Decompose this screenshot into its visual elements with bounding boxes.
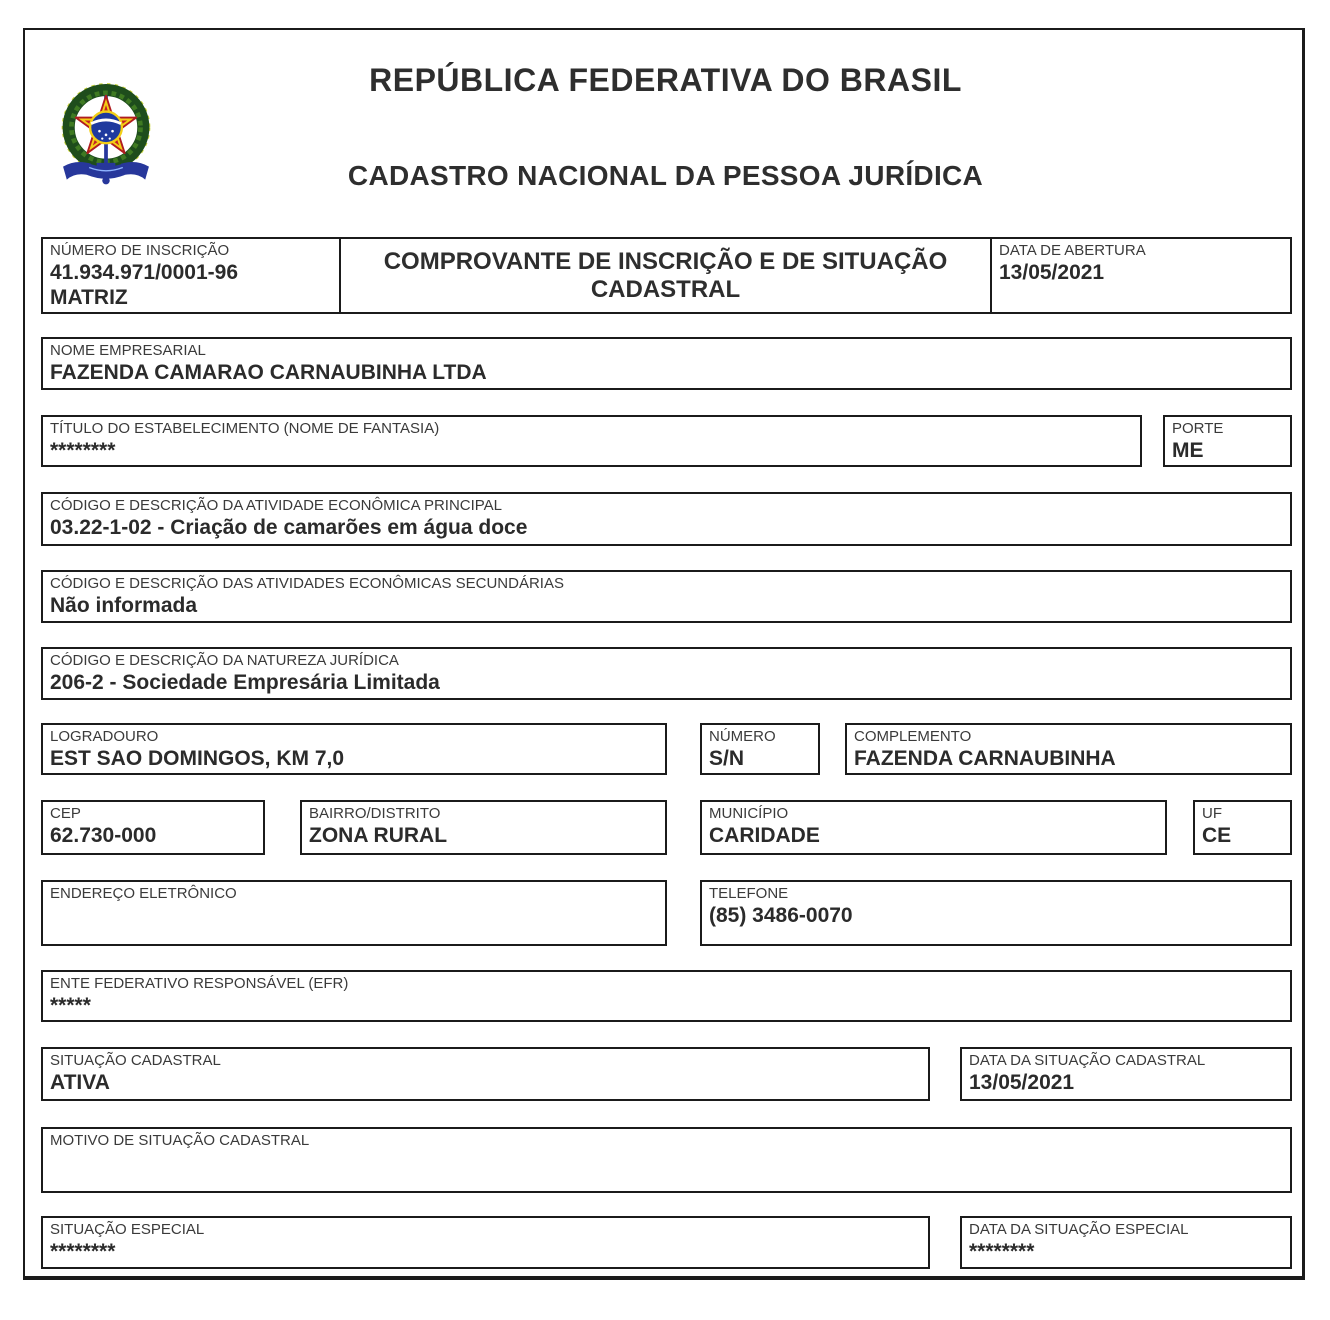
bairro-label: BAIRRO/DISTRITO [309, 805, 441, 822]
natureza-juridica-label: CÓDIGO E DESCRIÇÃO DA NATUREZA JURÍDICA [50, 652, 399, 669]
nome-empresarial-label: NOME EMPRESARIAL [50, 342, 206, 359]
page-subtitle: CADASTRO NACIONAL DA PESSOA JURÍDICA [347, 160, 984, 191]
field-comprovante-title [339, 237, 992, 314]
field-titulo-estabelecimento [41, 415, 1142, 467]
nome-empresarial-value: FAZENDA CAMARAO CARNAUBINHA LTDA [50, 361, 487, 384]
cep-label: CEP [50, 805, 81, 822]
municipio-value: CARIDADE [709, 824, 820, 847]
field-data-situacao-especial [960, 1216, 1292, 1269]
atividade-principal-label: CÓDIGO E DESCRIÇÃO DA ATIVIDADE ECONÔMICA PRINCIPAL [50, 497, 503, 514]
cep-value: 62.730-000 [50, 824, 157, 847]
data-situacao-especial-label: DATA DA SITUAÇÃO ESPECIAL [969, 1221, 1189, 1238]
field-atividade-principal [41, 492, 1292, 546]
data-situacao-especial-value: ******** [969, 1240, 1035, 1263]
porte-value: ME [1172, 439, 1204, 462]
uf-value: CE [1202, 824, 1232, 847]
field-nome-empresarial [41, 337, 1292, 390]
field-telefone [700, 880, 1292, 946]
situacao-cadastral-label: SITUAÇÃO CADASTRAL [50, 1052, 221, 1069]
municipio-label: MUNICÍPIO [709, 805, 789, 822]
field-porte [1163, 415, 1292, 467]
field-data-situacao-cadastral [960, 1047, 1292, 1101]
numero-inscricao-value: 41.934.971/0001-96 [50, 261, 239, 284]
complemento-value: FAZENDA CARNAUBINHA [854, 747, 1116, 770]
porte-label: PORTE [1172, 420, 1224, 437]
field-atividades-secundarias [41, 570, 1292, 623]
motivo-situacao-label: MOTIVO DE SITUAÇÃO CADASTRAL [50, 1132, 310, 1149]
numero-inscricao-label: NÚMERO DE INSCRIÇÃO [50, 242, 230, 259]
data-situacao-cadastral-label: DATA DA SITUAÇÃO CADASTRAL [969, 1052, 1206, 1069]
atividades-secundarias-label: CÓDIGO E DESCRIÇÃO DAS ATIVIDADES ECONÔMICAS SECUNDÁRIAS [50, 575, 564, 592]
efr-label: ENTE FEDERATIVO RESPONSÁVEL (EFR) [50, 975, 349, 992]
atividade-principal-value: 03.22-1-02 - Criação de camarões em água doce [50, 516, 528, 539]
field-numero [700, 723, 820, 775]
field-situacao-especial [41, 1216, 930, 1269]
page-title: REPÚBLICA FEDERATIVA DO BRASIL [369, 62, 962, 98]
field-logradouro [41, 723, 667, 775]
data-abertura-value: 13/05/2021 [999, 261, 1105, 284]
field-motivo-situacao [41, 1127, 1292, 1193]
telefone-value: (85) 3486-0070 [709, 904, 853, 927]
efr-value: ***** [50, 994, 91, 1017]
bairro-value: ZONA RURAL [309, 824, 448, 847]
logradouro-label: LOGRADOURO [50, 728, 159, 745]
data-situacao-cadastral-value: 13/05/2021 [969, 1071, 1075, 1094]
field-natureza-juridica [41, 647, 1292, 700]
field-municipio [700, 800, 1167, 855]
field-bairro [300, 800, 667, 855]
numero-inscricao-tipo: MATRIZ [50, 286, 128, 309]
titulo-estabelecimento-label: TÍTULO DO ESTABELECIMENTO (NOME DE FANTASIA) [50, 420, 440, 437]
complemento-label: COMPLEMENTO [854, 728, 972, 745]
field-numero-inscricao [41, 237, 341, 314]
natureza-juridica-value: 206-2 - Sociedade Empresária Limitada [50, 671, 440, 694]
situacao-especial-value: ******** [50, 1240, 116, 1263]
numero-value: S/N [709, 747, 745, 770]
titulo-estabelecimento-value: ******** [50, 439, 116, 462]
telefone-label: TELEFONE [709, 885, 789, 902]
uf-label: UF [1202, 805, 1222, 822]
field-uf [1193, 800, 1292, 855]
data-abertura-label: DATA DE ABERTURA [999, 242, 1146, 259]
logradouro-value: EST SAO DOMINGOS, KM 7,0 [50, 747, 345, 770]
numero-label: NÚMERO [709, 728, 776, 745]
field-data-abertura [990, 237, 1292, 314]
field-complemento [845, 723, 1292, 775]
atividades-secundarias-value: Não informada [50, 594, 198, 617]
field-efr [41, 970, 1292, 1022]
endereco-eletronico-label: ENDEREÇO ELETRÔNICO [50, 885, 237, 902]
situacao-cadastral-value: ATIVA [50, 1071, 110, 1094]
field-cep [41, 800, 265, 855]
comprovante-title: COMPROVANTE DE INSCRIÇÃO E DE SITUAÇÃO CADASTRAL [383, 247, 948, 303]
situacao-especial-label: SITUAÇÃO ESPECIAL [50, 1221, 205, 1238]
field-endereco-eletronico [41, 880, 667, 946]
field-situacao-cadastral [41, 1047, 930, 1101]
